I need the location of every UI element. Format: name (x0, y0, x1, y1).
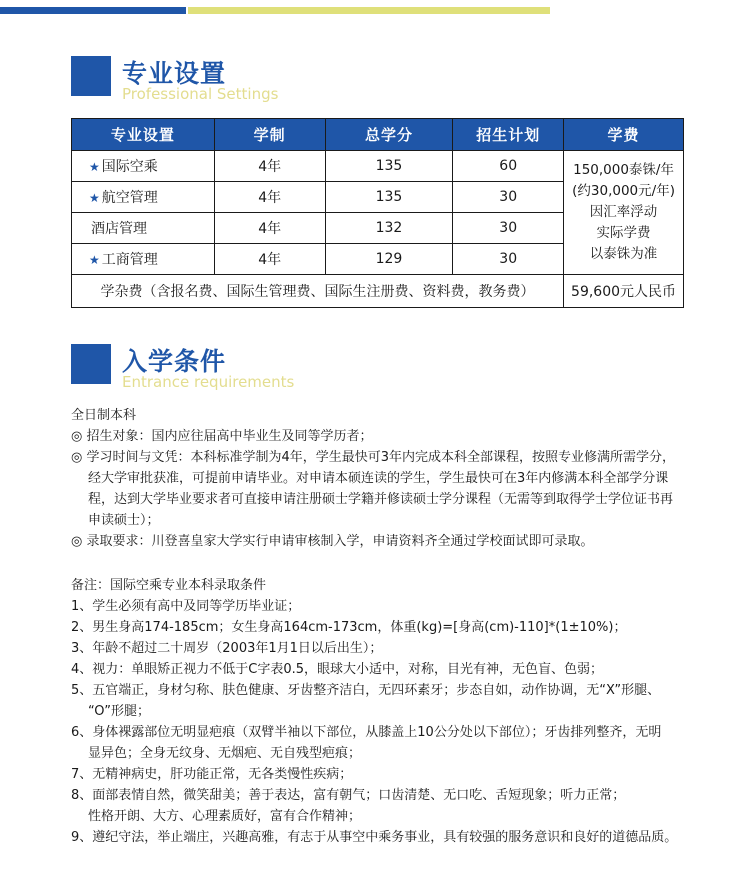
credits-cell: 135 (325, 151, 453, 182)
note-line: 9、遵纪守法，举止端庄，兴趣高雅，有志于从事空中乘务事业，具有较强的服务意识和良好的道德品质。 (71, 830, 678, 845)
credits-cell: 129 (325, 244, 453, 275)
requirements-heading: 全日制本科 (71, 408, 137, 423)
program-table (71, 118, 684, 308)
header-credits: 总学分 (325, 119, 453, 151)
plan-cell: 30 (453, 182, 564, 213)
note-line: 7、无精神病史，肝功能正常，无各类慢性疾病； (71, 767, 353, 782)
credits-cell: 132 (325, 213, 453, 244)
duration-cell: 4年 (214, 244, 325, 275)
requirement-item-cont: 经大学审批获准，可提前申请毕业。对申请本硕连读的学生，学生最快可在3年内修满本科全部学分课 (88, 471, 669, 486)
tuition-line: (约30,000元/年) (572, 183, 675, 199)
plan-cell: 60 (453, 151, 564, 182)
major-label: 国际空乘 (101, 159, 158, 175)
table-row (72, 151, 684, 182)
tuition-line: 以泰铢为准 (589, 246, 658, 262)
duration-cell: 4年 (214, 182, 325, 213)
header-major: 专业设置 (72, 119, 215, 151)
plan-cell: 30 (453, 213, 564, 244)
misc-fee-row (72, 275, 684, 308)
requirements-content (71, 405, 711, 848)
top-blue-bar (0, 7, 186, 14)
major-name (72, 151, 215, 182)
requirement-item-cont: 程，达到大学毕业要求者可直接申请注册硕士学籍并修读硕士学分课程（无需等到取得学士学位证书再 (88, 492, 674, 507)
requirement-item-cont: 申读硕士）； (88, 513, 160, 528)
major-label: 工商管理 (101, 252, 158, 268)
note-line: 5、五官端正，身材匀称、肤色健康、牙齿整齐洁白，无四环素牙；步态自如，动作协调，无“X”形腿、 (71, 683, 661, 698)
note-line: 1、学生必须有高中及同等学历毕业证； (71, 599, 301, 614)
major-label: 酒店管理 (91, 221, 147, 237)
major-name (72, 244, 215, 275)
requirement-item: ◎ 学习时间与文凭：本科标准学制为4年，学生最快可3年内完成本科全部课程，按照专业修满所需学分， (71, 450, 676, 465)
requirement-item: ◎ 招生对象：国内应往届高中毕业生及同等学历者； (71, 429, 373, 444)
note-line: 2、男生身高174-185cm；女生身高164cm-173cm，体重(kg)=[身高(cm)-110]*(1±10%)； (71, 620, 627, 635)
misc-fee-label: 学杂费（含报名费、国际生管理费、国际生注册费、资料费，教务费） (72, 275, 564, 308)
table-header-row (72, 119, 684, 151)
top-yellow-bar (188, 7, 550, 14)
note-line-cont: 性格开朗、大方、心理素质好，富有合作精神； (88, 809, 362, 824)
section-square-icon (71, 56, 111, 96)
section-square-icon (71, 344, 111, 384)
credits-cell: 135 (325, 182, 453, 213)
tuition-cell (564, 151, 684, 275)
duration-cell: 4年 (214, 151, 325, 182)
major-name (72, 213, 215, 244)
header-duration: 学制 (214, 119, 325, 151)
note-line-cont: 显异色；全身无纹身、无烟疤、无自残型疤痕； (88, 746, 362, 761)
tuition-line: 因汇率浮动 (589, 204, 658, 220)
note-line: 3、年龄不超过二十周岁（2003年1月1日以后出生）； (71, 641, 383, 656)
star-icon: ★ (89, 253, 100, 267)
header-tuition: 学费 (564, 119, 684, 151)
plan-cell: 30 (453, 244, 564, 275)
duration-cell: 4年 (214, 213, 325, 244)
note-line: 6、身体裸露部位无明显疤痕（双臂半袖以下部位，从膝盖上10公分处以下部位）；牙齿排列整齐，无明 (71, 725, 662, 740)
header-plan: 招生计划 (453, 119, 564, 151)
section-title-en: Professional Settings (122, 85, 279, 103)
major-name (72, 182, 215, 213)
section-title-cn: 专业设置 (122, 59, 227, 88)
section-title-en: Entrance requirements (122, 373, 295, 391)
major-label: 航空管理 (101, 190, 158, 206)
tuition-line: 150,000泰铢/年 (573, 162, 674, 178)
notes-heading: 备注：国际空乘专业本科录取条件 (71, 578, 267, 593)
section-title-cn: 入学条件 (122, 347, 227, 376)
star-icon: ★ (89, 160, 100, 174)
requirement-item: ◎ 录取要求：川登喜皇家大学实行申请审核制入学，申请资料齐全通过学校面试即可录取。 (71, 534, 594, 549)
note-line-cont: “O”形腿； (88, 704, 151, 719)
note-line: 4、视力：单眼矫正视力不低于C字表0.5，眼球大小适中，对称，目光有神，无色盲、色弱； (71, 662, 604, 677)
note-line: 8、面部表情自然，微笑甜美；善于表达，富有朝气；口齿清楚、无口吃、舌短现象；听力正常； (71, 788, 626, 803)
tuition-line: 实际学费 (596, 225, 651, 241)
misc-fee-value: 59,600元人民币 (564, 275, 684, 308)
star-icon: ★ (89, 191, 100, 205)
